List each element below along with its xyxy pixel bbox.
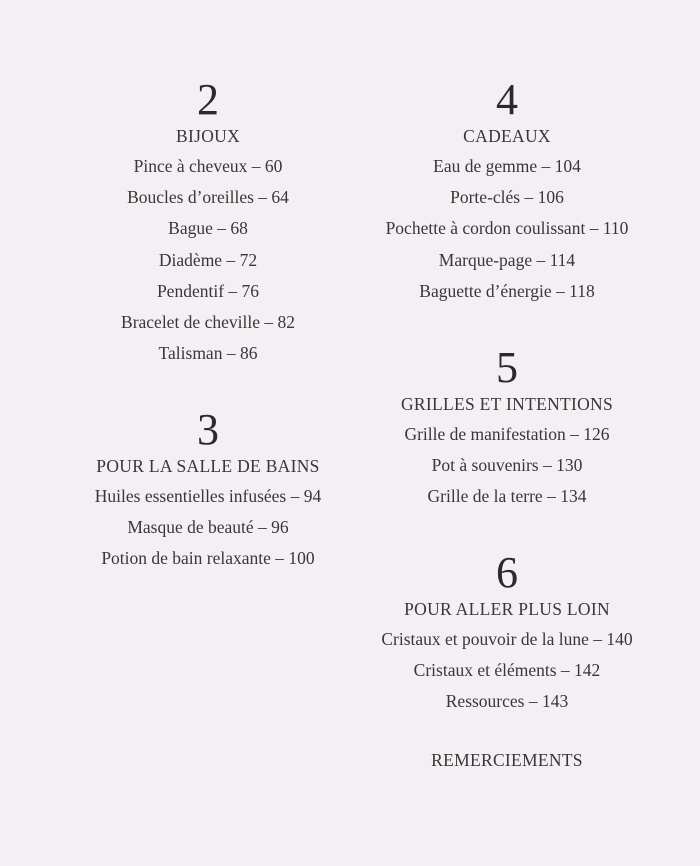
toc-entry[interactable]: Diadème – 72: [158, 249, 258, 270]
toc-entry[interactable]: Marque-page – 114: [438, 249, 576, 270]
toc-entry[interactable]: Pochette à cordon coulissant – 110: [385, 218, 629, 239]
chapter-entries: [58, 151, 358, 369]
chapter-number: 3: [197, 405, 219, 454]
toc-entry[interactable]: Grille de manifestation – 126: [404, 424, 610, 444]
chapter-title: POUR LA SALLE DE BAINS: [96, 456, 320, 476]
toc-entry[interactable]: Bracelet de cheville – 82: [121, 311, 295, 332]
toc-entry[interactable]: Huiles essentielles infusées – 94: [94, 486, 322, 506]
toc-entry[interactable]: Grille de la terre – 134: [427, 486, 587, 507]
toc-entry[interactable]: Boucles d’oreilles – 64: [127, 187, 289, 208]
toc-section-6: [357, 548, 657, 718]
chapter-number: 2: [197, 75, 219, 124]
toc-entry[interactable]: Cristaux et éléments – 142: [413, 660, 601, 681]
chapter-number: 4: [496, 75, 518, 124]
toc-entry[interactable]: Eau de gemme – 104: [433, 156, 581, 176]
chapter-title: CADEAUX: [463, 126, 551, 146]
chapter-title: GRILLES ET INTENTIONS: [400, 394, 614, 414]
toc-entry[interactable]: Baguette d’énergie – 118: [419, 280, 595, 301]
toc-entry[interactable]: Talisman – 86: [158, 343, 258, 364]
chapter-entries: [357, 151, 657, 307]
chapter-number: 5: [496, 343, 518, 392]
toc-entry[interactable]: Porte-clés – 106: [450, 187, 564, 208]
toc-entry[interactable]: Cristaux et pouvoir de la lune – 140: [381, 629, 633, 649]
toc-section-4: [357, 75, 657, 307]
chapter-number: 6: [496, 548, 518, 597]
toc-section-2: [58, 75, 358, 369]
chapter-entries: [357, 624, 657, 718]
toc-section-3: [58, 405, 358, 575]
toc-section-5: [357, 343, 657, 513]
chapter-title: POUR ALLER PLUS LOIN: [404, 599, 610, 619]
toc-entry[interactable]: Pince à cheveux – 60: [133, 156, 283, 176]
chapter-entries: [357, 419, 657, 513]
toc-entry[interactable]: Ressources – 143: [445, 691, 569, 712]
toc-entry[interactable]: Pendentif – 76: [156, 280, 260, 301]
final-heading[interactable]: REMERCIEMENTS: [431, 750, 583, 770]
toc-entry[interactable]: Masque de beauté – 96: [127, 517, 289, 538]
toc-entry[interactable]: Pot à souvenirs – 130: [431, 455, 583, 476]
chapter-entries: [58, 481, 358, 575]
chapter-title: BIJOUX: [175, 126, 241, 146]
toc-entry[interactable]: Potion de bain relaxante – 100: [101, 548, 315, 569]
toc-entry[interactable]: Bague – 68: [168, 218, 248, 239]
